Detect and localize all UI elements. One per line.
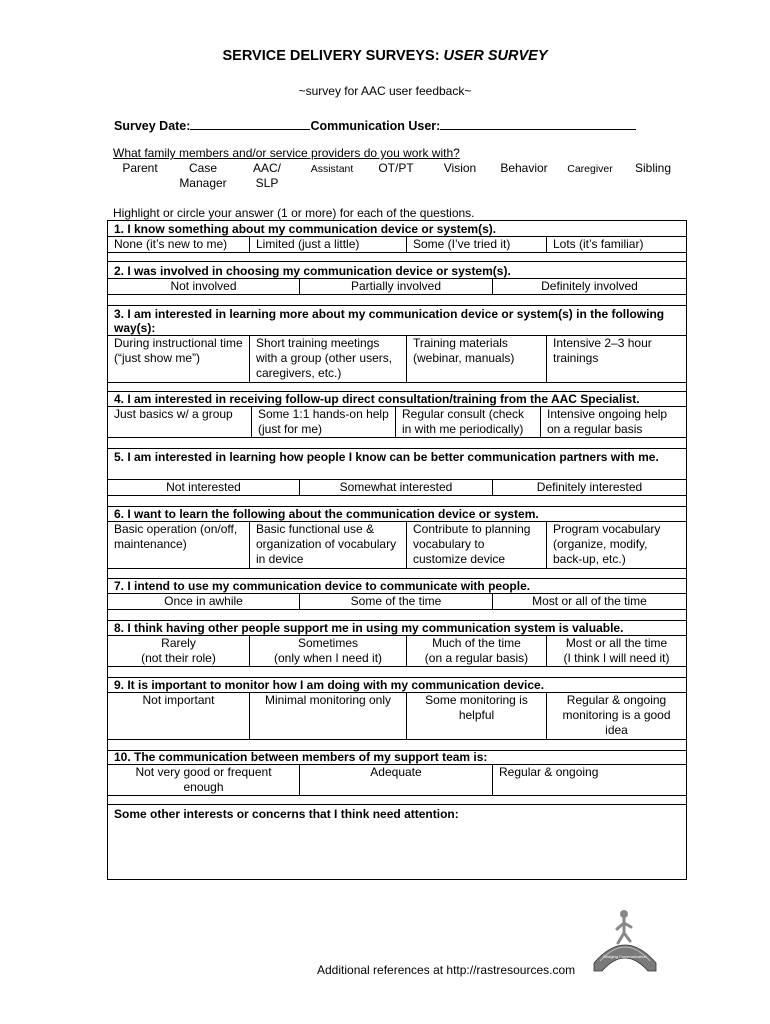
answer-option[interactable]: Not important [108, 693, 250, 739]
family-option-sibling[interactable]: Sibling [634, 161, 672, 175]
row-gap [108, 569, 686, 579]
family-option-aac-slp[interactable]: AAC/ SLP [252, 161, 281, 190]
header-fields [114, 117, 636, 133]
answer-option[interactable]: Lots (it’s familiar) [553, 237, 644, 251]
communication-user-label: Communication User: [310, 119, 441, 133]
answer-option[interactable]: Definitely involved [541, 279, 638, 293]
row-gap [108, 496, 686, 507]
question-7: 7. I intend to use my communication device to communicate with people. [114, 579, 531, 593]
answer-option[interactable]: Partially involved [300, 279, 493, 294]
bridging-communication-logo-icon [590, 905, 660, 975]
answer-line: (not their role) [141, 651, 216, 665]
answer-option[interactable]: Not involved [108, 279, 300, 294]
survey-date-label: Survey Date: [114, 119, 191, 133]
logo-text: Bridging Communication [603, 954, 647, 959]
answer-option[interactable]: Short training meetings with a group (other users, caregivers, etc.) [250, 336, 407, 382]
page-title: SERVICE DELIVERY SURVEYS: USER SURVEY [222, 48, 548, 64]
question-9: 9. It is important to monitor how I am doing with my communication device. [114, 678, 545, 692]
answer-option[interactable]: Intensive 2–3 hour trainings [553, 336, 652, 365]
answer-option[interactable]: Not interested [108, 480, 300, 495]
family-option-assistant[interactable]: Assistant [310, 163, 354, 175]
answer-option[interactable]: Once in awhile [108, 594, 300, 609]
row-gap [108, 253, 686, 262]
row-gap [108, 383, 686, 392]
answer-line: (only when I need it) [273, 651, 383, 665]
answer-option[interactable]: Some monitoring is helpful [407, 693, 547, 739]
row-gap [108, 295, 686, 306]
answer-row-10 [108, 764, 686, 796]
survey-date-field[interactable] [190, 117, 310, 130]
answer-option[interactable]: Some 1:1 hands-on help (just for me) [252, 407, 396, 437]
answer-option[interactable]: Most or all of the time [532, 594, 647, 608]
answer-row-3 [108, 335, 686, 383]
answer-option[interactable]: Regular & ongoing monitoring is a good idea [562, 693, 671, 737]
answer-option[interactable] [250, 636, 407, 666]
answer-row-4 [108, 406, 686, 438]
family-option-vision[interactable]: Vision [443, 161, 477, 175]
question-2: 2. I was involved in choosing my communication device or system(s). [114, 264, 511, 278]
answer-option[interactable]: Basic functional use & organization of vocabulary in device [250, 522, 407, 568]
answer-row-2 [108, 278, 686, 295]
answer-row-9 [108, 692, 686, 740]
answer-option[interactable]: Adequate [300, 765, 493, 795]
answer-option[interactable]: Regular & ongoing [499, 765, 599, 779]
family-question: What family members and/or service providers do you work with? [113, 146, 460, 160]
question-10: 10. The communication between members of my support team is: [114, 750, 488, 764]
communication-user-field[interactable] [440, 117, 636, 130]
answer-line: Rarely [161, 636, 196, 650]
question-6: 6. I want to learn the following about the communication device or system. [114, 507, 539, 521]
answer-option[interactable] [108, 636, 250, 666]
answer-option[interactable] [407, 636, 547, 666]
family-option-case-manager[interactable]: Case Manager [179, 161, 227, 190]
answer-line: (I think I will need it) [563, 651, 670, 665]
answer-option[interactable]: Somewhat interested [300, 480, 493, 495]
family-option-behavior[interactable]: Behavior [500, 161, 548, 175]
answer-option[interactable]: Not very good or frequent enough [108, 765, 300, 795]
answer-option[interactable]: Minimal monitoring only [250, 693, 407, 739]
answer-option[interactable]: Contribute to planning vocabulary to customize device [407, 522, 547, 568]
answer-option[interactable]: Just basics w/ a group [108, 407, 252, 437]
answer-option[interactable]: Some of the time [300, 594, 493, 609]
row-gap [108, 796, 686, 805]
family-option-ot-pt[interactable]: OT/PT [378, 161, 414, 175]
question-8: 8. I think having other people support me in using my communication system is valuable. [114, 621, 624, 635]
answer-row-5 [108, 479, 686, 496]
page-subtitle: ~survey for AAC user feedback~ [298, 84, 472, 98]
answer-line: Much of the time [432, 636, 521, 650]
answer-option[interactable]: Regular consult (check in with me periodically) [396, 407, 541, 437]
row-gap [108, 610, 686, 621]
answer-option[interactable]: Limited (just a little) [250, 237, 407, 252]
answer-option[interactable]: Some (I’ve tried it) [407, 237, 547, 252]
family-option-parent[interactable]: Parent [122, 161, 158, 175]
question-5: 5. I am interested in learning how people I know can be better communication partners with me. [114, 450, 659, 464]
answer-option[interactable] [547, 636, 686, 666]
answer-option[interactable]: During instructional time (“just show me”) [108, 336, 250, 382]
answer-option[interactable]: None (it’s new to me) [108, 237, 250, 252]
instructions: Highlight or circle your answer (1 or more) for each of the questions. [113, 206, 475, 220]
answer-option[interactable]: Definitely interested [536, 480, 643, 494]
answer-option[interactable]: Basic operation (on/off, maintenance) [108, 522, 250, 568]
footer-references: Additional references at http://rastresources.com [317, 963, 576, 977]
question-1: 1. I know something about my communication device or system(s). [114, 222, 497, 236]
answer-line: Most or all the time [565, 636, 668, 650]
answer-line: (on a regular basis) [424, 651, 529, 665]
answer-row-8 [108, 635, 686, 667]
family-option-caregiver[interactable]: Caregiver [567, 163, 613, 175]
question-3: 3. I am interested in learning more about my communication device or system(s) in the following way(s): [114, 307, 665, 335]
answer-line: Sometimes [297, 636, 359, 650]
other-concerns-area[interactable] [108, 821, 686, 879]
row-gap [108, 667, 686, 678]
question-4: 4. I am interested in receiving follow-up direct consultation/training from the AAC Specialist. [114, 392, 640, 406]
survey-table [107, 220, 687, 880]
answer-option[interactable]: Intensive ongoing help on a regular basis [547, 407, 668, 436]
answer-row-6 [108, 521, 686, 569]
answer-option[interactable]: Training materials (webinar, manuals) [407, 336, 547, 382]
answer-option[interactable]: Program vocabulary (organize, modify, back-up, etc.) [553, 522, 661, 566]
row-gap [108, 438, 686, 449]
answer-row-7 [108, 593, 686, 610]
answer-row-1 [108, 236, 686, 253]
other-concerns-label: Some other interests or concerns that I think need attention: [114, 807, 459, 821]
